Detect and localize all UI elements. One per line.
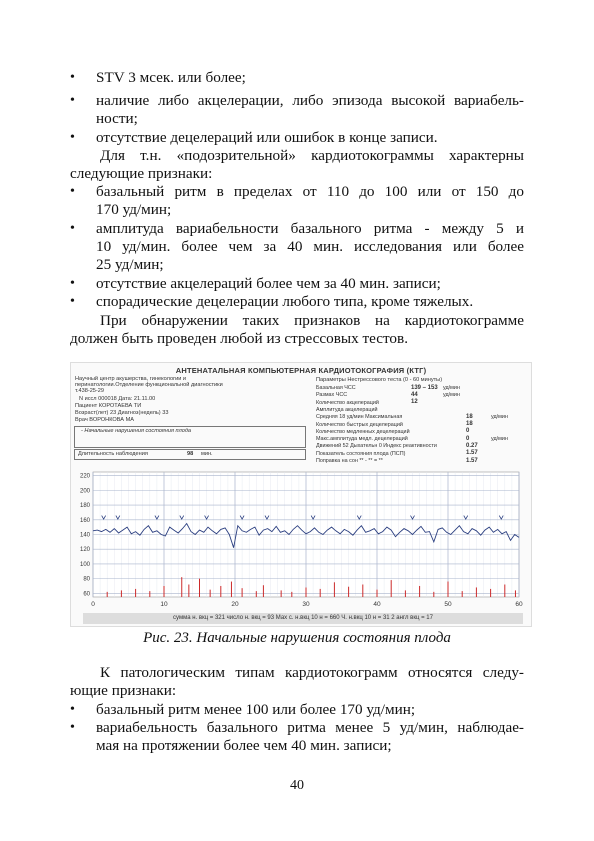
text-line: вариабельность базального ритма менее 5 уд/мин, наблюдае- <box>96 719 524 736</box>
x-tick-label: 40 <box>373 601 381 608</box>
text-line: базальный ритм в пределах от 110 до 100 или от 150 до <box>96 183 524 200</box>
x-tick-label: 50 <box>444 601 452 608</box>
text-line: следующие признаки: <box>70 165 213 182</box>
bullet: • <box>70 93 75 108</box>
param-label: Количество акцелераций <box>316 399 379 406</box>
text-line: STV 3 мсек. или более; <box>96 69 246 86</box>
bullet: • <box>70 221 75 236</box>
x-tick-label: 0 <box>91 601 95 608</box>
param-unit: уд/мин <box>443 392 460 399</box>
bullet: • <box>70 184 75 199</box>
figure-footer: сумма н. вкц = 321 число н. вкц = 93 Мах с. н.вкц 10 н = 660 Ч. н.вкц 10 н = 31 2 англ вкц = 17 <box>83 613 523 624</box>
text-line: наличие либо акцелерации, либо эпизода высокой вариабель- <box>96 92 524 109</box>
duration-label: Длительность наблюдения <box>78 451 148 457</box>
param-value: 1.57 <box>466 457 478 464</box>
conclusion-text: - Начальные нарушения состояния плода <box>81 428 192 434</box>
text-line: базальный ритм менее 100 или более 170 уд/мин; <box>96 701 416 718</box>
text-line: амплитуда вариабельности базального ритма - между 5 и <box>96 220 524 237</box>
text-line: 10 уд/мин. более чем за 40 мин. исследования или более <box>96 238 524 255</box>
bullet: • <box>70 720 75 735</box>
x-tick-label: 20 <box>231 601 239 608</box>
info-line: Возраст(лет) 23 Диагноз(недель) 33 <box>75 410 169 416</box>
x-tick-label: 30 <box>302 601 310 608</box>
param-value: 12 <box>411 399 418 406</box>
param-label: Движений 52 Дыхательн 0 Индекс реактивности <box>316 443 437 450</box>
y-tick-label: 140 <box>79 532 90 539</box>
param-value: 0.27 <box>466 442 478 449</box>
info-line: Научный центр акушерства, гинекологии и <box>75 376 187 382</box>
param-value: 0 <box>466 428 470 435</box>
text-line: мая на протяжении более чем 40 мин. записи; <box>96 737 392 754</box>
ctg-figure <box>70 362 532 627</box>
y-tick-label: 180 <box>79 503 90 510</box>
y-tick-label: 220 <box>79 473 90 480</box>
x-tick-label: 60 <box>515 601 523 608</box>
param-value: 18 <box>466 413 473 420</box>
info-line: т.438-25-29 <box>75 388 104 394</box>
duration-value: 98 <box>187 451 194 457</box>
param-label: Средняя 18 уд/мин Максимальная <box>316 414 403 421</box>
bullet: • <box>70 70 75 85</box>
bullet: • <box>70 276 75 291</box>
bullet: • <box>70 294 75 309</box>
param-label: Поправка на сон ** - ** = ** <box>316 458 383 464</box>
duration-box <box>74 449 306 460</box>
y-tick-label: 60 <box>83 591 90 598</box>
text-line: 170 уд/мин; <box>96 201 172 218</box>
param-label: Амплитуда акцелераций <box>316 406 378 413</box>
text-line: должен быть проведен любой из стрессовых тестов. <box>70 330 408 347</box>
text-line: отсутствие децелераций или ошибок в конце записи. <box>96 129 438 146</box>
param-label: Количество быстрых децелераций <box>316 421 403 428</box>
param-value: 44 <box>411 391 418 398</box>
info-line: Пациент КОРОТАЕВА ТИ <box>75 403 142 409</box>
bullet: • <box>70 702 75 717</box>
param-label: Количество медленных децелераций <box>316 428 410 435</box>
info-line: Врач ВОРОНКОВА МА <box>75 417 134 423</box>
param-unit: уд/мин <box>443 385 460 391</box>
text-line: 25 уд/мин; <box>96 256 164 273</box>
figure-title: АНТЕНАТАЛЬНАЯ КОМПЬЮТЕРНАЯ КАРДИОТОКОГРАФИЯ (КТГ) <box>175 366 427 375</box>
y-tick-label: 120 <box>79 547 90 554</box>
text-line: отсутствие акцелераций более чем за 40 мин. записи; <box>96 275 441 292</box>
y-tick-label: 100 <box>79 561 90 568</box>
param-label: Базальная ЧСС <box>316 385 356 391</box>
duration-unit: мин. <box>201 451 213 457</box>
x-tick-label: 10 <box>160 601 168 608</box>
text-line: ности; <box>96 110 138 127</box>
params-title: Параметры Нестрессового теста (0 - 60 минуты) <box>316 377 443 383</box>
param-label: Показатель состояния плода (ПСП) <box>316 450 406 457</box>
text-line: Для т.н. «подозрительной» кардиотокограммы характерны <box>100 147 524 164</box>
param-label: Макс.амплитуда медл. децелераций <box>316 436 408 443</box>
info-line: N иссл 000018 Дата: 21.11.00 <box>79 396 156 402</box>
bullet: • <box>70 130 75 145</box>
param-unit: уд/мин <box>491 414 508 421</box>
y-tick-label: 160 <box>79 517 90 524</box>
param-value: 1.57 <box>466 450 478 457</box>
text-line: спорадические децелерации любого типа, кроме тяжелых. <box>96 293 474 310</box>
text-line: К патологическим типам кардиотокограмм относятся следу- <box>100 664 524 681</box>
param-value: 139 – 153 <box>411 384 438 391</box>
page-number: 40 <box>290 778 304 793</box>
param-label: Размах ЧСС <box>316 392 348 399</box>
param-unit: уд/мин <box>491 436 508 443</box>
text-line: При обнаружении таких признаков на кардиотокограмме <box>100 312 524 329</box>
ctg-chart <box>71 466 531 612</box>
y-tick-label: 80 <box>83 576 90 583</box>
info-line: перинатологии.Отделение функциональной диагностики <box>75 382 223 388</box>
text-line: ющие признаки: <box>70 682 177 699</box>
figure-caption: Рис. 23. Начальные нарушения состояния плода <box>143 630 451 646</box>
y-tick-label: 200 <box>79 488 90 495</box>
param-value: 18 <box>466 421 473 427</box>
param-value: 0 <box>466 435 470 442</box>
conclusion-box <box>74 426 306 448</box>
